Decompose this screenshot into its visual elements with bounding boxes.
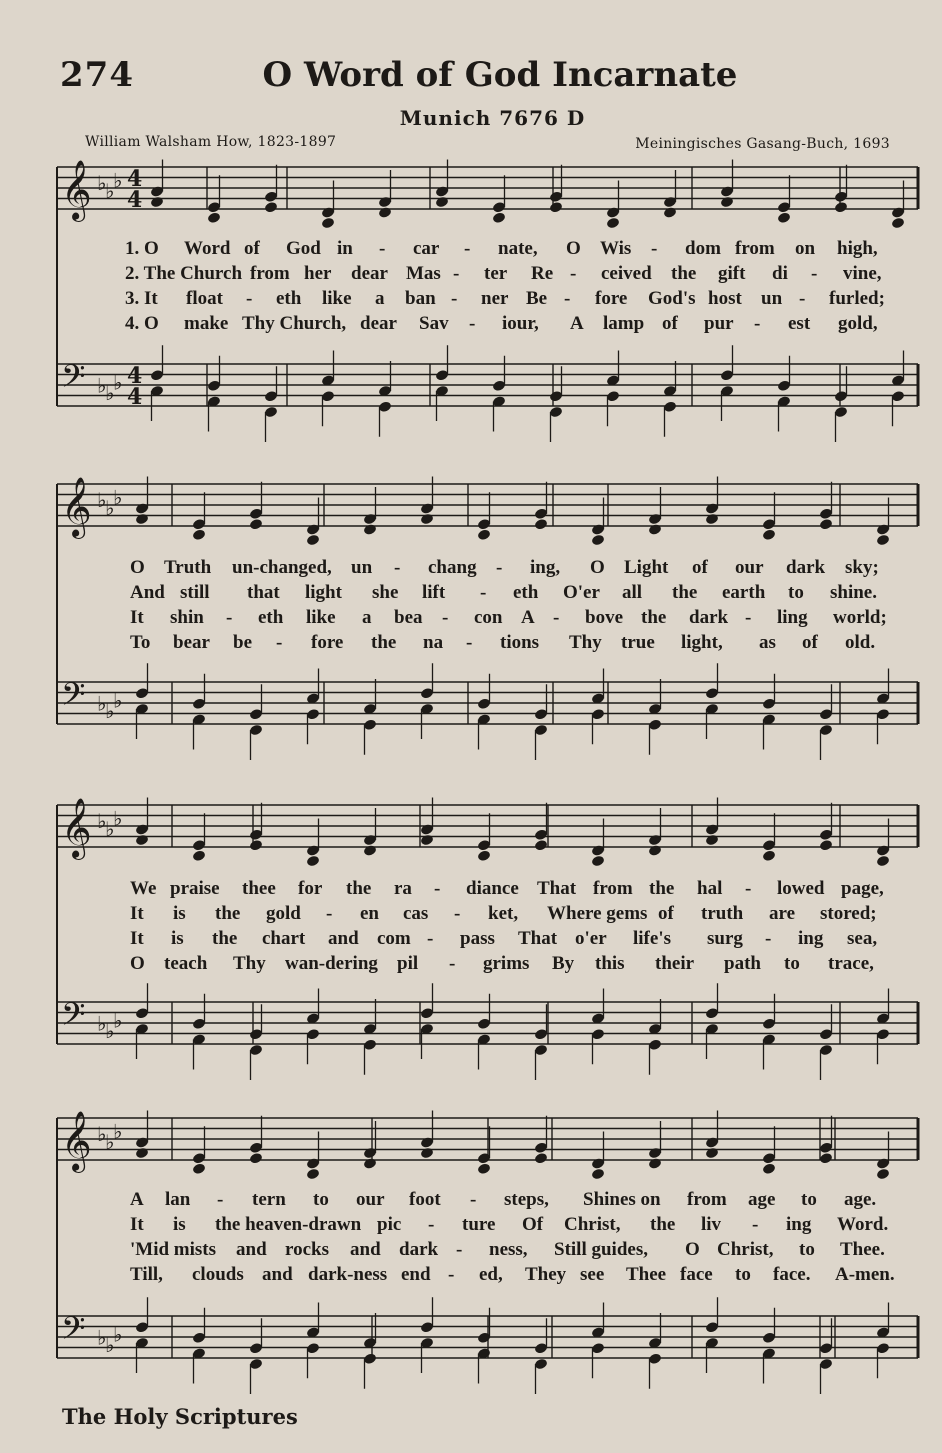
lyric-syllable: the [346, 878, 372, 899]
lyric-syllable: dear [360, 313, 397, 334]
lyric-syllable: Be [526, 288, 548, 309]
lyric-syllable: And [130, 582, 165, 603]
lyric-syllable: - [427, 928, 434, 949]
lyric-syllable: - [651, 238, 658, 259]
lyric-syllable: the [371, 632, 397, 653]
lyric-syllable: from [735, 238, 775, 259]
svg-text:4: 4 [127, 363, 143, 389]
lyric-syllable: o'er [575, 928, 607, 949]
lyric-syllable: lamp [603, 313, 645, 334]
lyric-syllable: bove [585, 607, 623, 628]
lyric-syllable: Still guides, [554, 1239, 648, 1260]
lyric-syllable: dark [689, 607, 729, 628]
lyric-syllable: - [434, 878, 441, 899]
lyric-syllable: and [236, 1239, 267, 1260]
lyric-syllable: to [735, 1264, 751, 1285]
lyric-syllable: wan-dering [285, 953, 378, 974]
lyric-syllable: furled; [829, 288, 885, 309]
lyric-syllable: grims [483, 953, 530, 974]
lyric-syllable: - [276, 632, 283, 653]
lyric-syllable: true [621, 632, 655, 653]
treble-staff [57, 1111, 918, 1173]
section-footer: The Holy Scriptures [62, 1404, 298, 1429]
lyric-syllable: - [466, 632, 473, 653]
lyric-syllable: our [356, 1189, 385, 1210]
svg-text:♭: ♭ [113, 1008, 123, 1033]
lyric-syllable: shine. [830, 582, 877, 603]
lyric-syllable: God's [648, 288, 696, 309]
lyric-syllable: - [553, 607, 560, 628]
lyric-syllable: as [759, 632, 776, 653]
lyric-syllable: a [362, 607, 372, 628]
lyric-syllable: ed, [479, 1264, 503, 1285]
lyric-syllable: shin [170, 607, 204, 628]
lyric-syllable: surg [707, 928, 743, 949]
lyric-syllable: the [649, 878, 675, 899]
lyric-syllable: the heaven-drawn [215, 1214, 362, 1235]
lyric-syllable: diance [466, 878, 519, 899]
lyric-syllable: nate, [498, 238, 538, 259]
lyric-syllable: - [226, 607, 233, 628]
lyric-syllable: that [247, 582, 280, 603]
lyric-syllable: That [518, 928, 558, 949]
lyric-syllable: the [212, 928, 238, 949]
lyric-syllable: dom [685, 238, 721, 259]
lyric-syllable: of [662, 313, 678, 334]
svg-text:♭: ♭ [113, 168, 123, 193]
lyric-syllable: the [650, 1214, 676, 1235]
lyric-syllable: from [250, 263, 290, 284]
lyric-syllable: un [761, 288, 783, 309]
lyric-syllable: to [788, 582, 804, 603]
lyric-syllable: - [454, 903, 461, 924]
lyric-line [0, 1264, 942, 1289]
svg-text:♭: ♭ [105, 178, 115, 203]
svg-text:4: 4 [127, 187, 143, 213]
lyric-syllable: all [622, 582, 643, 603]
lyric-syllable: O'er [563, 582, 600, 603]
svg-text:♭: ♭ [105, 1333, 115, 1358]
lyric-syllable: a [375, 288, 385, 309]
lyric-syllable: of [692, 557, 708, 578]
lyric-syllable: ket, [488, 903, 519, 924]
lyric-syllable: stored; [820, 903, 877, 924]
svg-text:♭: ♭ [97, 1011, 107, 1036]
lyric-syllable: steps, [504, 1189, 549, 1210]
svg-text:♭: ♭ [97, 488, 107, 513]
lyric-syllable: gift [718, 263, 746, 284]
lyric-syllable: pil [397, 953, 419, 974]
lyric-syllable: light [305, 582, 342, 603]
svg-text:♭: ♭ [113, 485, 123, 510]
lyric-syllable: est [788, 313, 811, 334]
lyric-syllable: - [451, 288, 458, 309]
svg-text:♭: ♭ [97, 691, 107, 716]
lyric-syllable: the [671, 263, 697, 284]
lyric-syllable: Thy [569, 632, 602, 653]
lyric-syllable: en [360, 903, 379, 924]
lyric-syllable: ceived [601, 263, 652, 284]
lyric-syllable: It [130, 903, 144, 924]
lyric-syllable: thee [242, 878, 276, 899]
lyric-syllable: chang [428, 557, 477, 578]
lyric-syllable: Wis [600, 238, 632, 259]
lyric-syllable: tions [500, 632, 540, 653]
lyric-syllable: lan [165, 1189, 191, 1210]
lyric-syllable: end [401, 1264, 431, 1285]
lyric-syllable: float [186, 288, 223, 309]
lyric-syllable: she [372, 582, 399, 603]
svg-text:♭: ♭ [105, 699, 115, 724]
lyric-syllable: ture [462, 1214, 496, 1235]
lyric-syllable: age [748, 1189, 776, 1210]
lyric-syllable: teach [164, 953, 208, 974]
lyric-syllable: - [765, 928, 772, 949]
lyric-syllable: ness, [489, 1239, 528, 1260]
lyric-syllable: lift [422, 582, 446, 603]
svg-text:♭: ♭ [113, 806, 123, 831]
lyric-syllable: page, [841, 878, 884, 899]
lyric-syllable: ing [786, 1214, 812, 1235]
lyric-syllable: world; [833, 607, 887, 628]
lyric-syllable: It [130, 1214, 144, 1235]
lyric-syllable: path [724, 953, 761, 974]
author-credit: William Walsham How, 1823-1897 [85, 134, 337, 150]
lyric-syllable: to [313, 1189, 329, 1210]
lyric-syllable: Sav [419, 313, 449, 334]
hymn-title: O Word of God Incarnate [262, 55, 738, 95]
lyric-syllable: ter [484, 263, 508, 284]
lyric-syllable: O [130, 953, 145, 974]
svg-text:𝄢: 𝄢 [61, 358, 86, 402]
lyric-syllable: - [217, 1189, 224, 1210]
lyric-syllable: is [173, 903, 186, 924]
lyric-syllable: her [304, 263, 332, 284]
lyric-syllable: host [708, 288, 742, 309]
svg-text:♭: ♭ [97, 1122, 107, 1147]
lyric-syllable: God [286, 238, 321, 259]
lyric-syllable: this [595, 953, 625, 974]
lyric-syllable: Mas [406, 263, 441, 284]
lyric-syllable: O [590, 557, 605, 578]
lyric-syllable: gold, [838, 313, 878, 334]
lyric-syllable: Christ, [564, 1214, 621, 1235]
lyric-syllable: of [658, 903, 674, 924]
lyric-syllable: Light [624, 557, 669, 578]
lyric-syllable: eth [513, 582, 539, 603]
lyric-syllable: com [377, 928, 411, 949]
lyric-syllable: That [537, 878, 577, 899]
svg-text:𝄞: 𝄞 [61, 1111, 92, 1171]
lyric-syllable: Where gems [547, 903, 648, 924]
lyric-syllable: - [752, 1214, 759, 1235]
lyric-syllable: - [442, 607, 449, 628]
lyric-syllable: By [552, 953, 575, 974]
lyric-syllable: ing, [530, 557, 561, 578]
lyric-syllable: like [322, 288, 352, 309]
svg-text:♭: ♭ [105, 816, 115, 841]
lyric-syllable: Christ, [717, 1239, 774, 1260]
svg-text:𝄢: 𝄢 [61, 1310, 86, 1354]
lyric-syllable: Thee [626, 1264, 667, 1285]
lyric-syllable: A [521, 607, 535, 628]
lyric-syllable: - [754, 313, 761, 334]
lyric-syllable: pic [377, 1214, 402, 1235]
lyric-syllable: to [801, 1189, 817, 1210]
svg-text:𝄞: 𝄞 [61, 160, 92, 220]
lyric-syllable: the [641, 607, 667, 628]
svg-text:♭: ♭ [97, 171, 107, 196]
lyric-syllable: na [423, 632, 444, 653]
lyric-syllable: like [306, 607, 336, 628]
lyric-syllable: 'Mid mists [130, 1239, 217, 1260]
lyric-syllable: Word [184, 238, 231, 259]
lyric-syllable: - [464, 238, 471, 259]
music-source-credit: Meiningisches Gasang-Buch, 1693 [635, 136, 890, 152]
svg-text:♭: ♭ [113, 370, 123, 395]
lyric-syllable: - [469, 313, 476, 334]
lyric-syllable: - [246, 288, 253, 309]
lyric-syllable: Thee. [840, 1239, 885, 1260]
lyric-syllable: Truth [164, 557, 212, 578]
lyric-syllable: Re [531, 263, 554, 284]
lyric-syllable: We [130, 878, 157, 899]
lyric-syllable: A-men. [835, 1264, 895, 1285]
lyric-syllable: ling [777, 607, 808, 628]
lyric-syllable: and [262, 1264, 293, 1285]
lyric-syllable: and [328, 928, 359, 949]
lyric-syllable: dear [351, 263, 388, 284]
lyric-syllable: - [745, 607, 752, 628]
lyric-syllable: - [379, 238, 386, 259]
svg-text:𝄢: 𝄢 [61, 996, 86, 1040]
lyric-syllable: - [453, 263, 460, 284]
lyric-syllable: to [784, 953, 800, 974]
lyric-syllable: dark [399, 1239, 439, 1260]
lyric-syllable: earth [722, 582, 766, 603]
lyric-syllable: It [130, 928, 144, 949]
lyric-syllable: to [799, 1239, 815, 1260]
lyric-syllable: To [130, 632, 151, 653]
hymn-number: 274 [60, 55, 134, 95]
tune-name: Munich 7676 D [399, 106, 586, 130]
bass-staff [57, 1310, 918, 1358]
lyric-syllable: ban [405, 288, 436, 309]
lyric-syllable: see [580, 1264, 605, 1285]
svg-text:♭: ♭ [105, 1129, 115, 1154]
lyric-syllable: con [474, 607, 503, 628]
lyric-syllable: - [570, 263, 577, 284]
lyric-syllable: bear [173, 632, 210, 653]
lyric-syllable: age. [844, 1189, 877, 1210]
lyric-syllable: O [130, 557, 145, 578]
lyric-syllable: from [593, 878, 633, 899]
lyric-syllable: un [351, 557, 373, 578]
lyric-syllable: - [394, 557, 401, 578]
lyric-syllable: bea [394, 607, 423, 628]
lyric-syllable: light, [681, 632, 723, 653]
lyric-syllable: tern [252, 1189, 286, 1210]
lyric-syllable: sky; [845, 557, 879, 578]
lyric-syllable: on [795, 238, 816, 259]
lyric-syllable: chart [262, 928, 306, 949]
lyric-syllable: liv [701, 1214, 722, 1235]
lyric-syllable: - [564, 288, 571, 309]
svg-text:𝄢: 𝄢 [61, 676, 86, 720]
lyric-syllable: ra [394, 878, 412, 899]
lyric-syllable: A [130, 1189, 144, 1210]
lyric-syllable: the [672, 582, 698, 603]
lyric-syllable: ing [798, 928, 824, 949]
lyric-syllable: trace, [828, 953, 874, 974]
lyric-syllable: Of [522, 1214, 544, 1235]
svg-text:♭: ♭ [113, 1322, 123, 1347]
lyric-syllable: - [448, 1264, 455, 1285]
lyric-syllable: - [470, 1189, 477, 1210]
lyric-syllable: vine, [843, 263, 882, 284]
lyric-syllable: Shines on [583, 1189, 661, 1210]
lyric-syllable: - [745, 878, 752, 899]
lyric-syllable: 1. O [125, 238, 159, 259]
lyric-syllable: in [337, 238, 353, 259]
lyric-syllable: of [802, 632, 818, 653]
svg-text:♭: ♭ [105, 495, 115, 520]
lyric-syllable: be [233, 632, 252, 653]
lyric-syllable: di [772, 263, 788, 284]
svg-text:♭: ♭ [113, 1119, 123, 1144]
lyric-syllable: - [480, 582, 487, 603]
lyric-syllable: face. [773, 1264, 811, 1285]
lyric-syllable: cas [403, 903, 429, 924]
svg-text:♭: ♭ [97, 809, 107, 834]
lyric-syllable: 2. The Church [125, 263, 243, 284]
lyric-syllable: - [496, 557, 503, 578]
lyric-syllable: Thy [233, 953, 266, 974]
lyric-syllable: for [298, 878, 323, 899]
lyric-syllable: A [570, 313, 584, 334]
lyric-syllable: It [130, 607, 144, 628]
lyric-syllable: gold [266, 903, 301, 924]
lyric-syllable: - [449, 953, 456, 974]
lyric-line [0, 1239, 942, 1264]
lyric-syllable: life's [633, 928, 671, 949]
svg-text:𝄞: 𝄞 [61, 798, 92, 858]
lyric-syllable: hal [697, 878, 723, 899]
lyric-syllable: - [428, 1214, 435, 1235]
lyric-syllable: - [326, 903, 333, 924]
lyric-syllable: from [687, 1189, 727, 1210]
lyric-syllable: foot [409, 1189, 441, 1210]
lyric-syllable: praise [170, 878, 220, 899]
lyric-syllable: un-changed, [232, 557, 332, 578]
lyric-syllable: high, [837, 238, 878, 259]
svg-text:♭: ♭ [105, 1019, 115, 1044]
lyric-syllable: pur [704, 313, 734, 334]
lyric-syllable: car [413, 238, 440, 259]
svg-text:♭: ♭ [97, 373, 107, 398]
lyric-syllable: make [184, 313, 229, 334]
lyric-syllable: Word. [837, 1214, 889, 1235]
lyric-syllable: and [350, 1239, 381, 1260]
lyric-syllable: iour, [502, 313, 539, 334]
lyric-syllable: are [769, 903, 796, 924]
lyric-syllable: eth [276, 288, 302, 309]
svg-text:♭: ♭ [113, 688, 123, 713]
lyric-syllable: old. [845, 632, 876, 653]
svg-text:4: 4 [127, 384, 143, 410]
lyric-syllable: our [735, 557, 764, 578]
lyric-syllable: lowed [777, 878, 825, 899]
lyric-syllable: pass [460, 928, 495, 949]
lyric-line [0, 1214, 942, 1239]
lyric-syllable: O [566, 238, 581, 259]
lyric-syllable: the [215, 903, 241, 924]
lyric-syllable: is [171, 928, 184, 949]
lyric-syllable: eth [258, 607, 284, 628]
lyric-syllable: They [525, 1264, 567, 1285]
lyric-syllable: of [244, 238, 260, 259]
lyric-syllable: Thy Church, [242, 313, 347, 334]
lyric-syllable: ner [481, 288, 509, 309]
lyric-line [0, 1189, 942, 1214]
svg-text:♭: ♭ [105, 381, 115, 406]
lyric-syllable: dark [786, 557, 826, 578]
lyric-syllable: - [811, 263, 818, 284]
lyric-syllable: truth [701, 903, 744, 924]
lyric-syllable: dark-ness [308, 1264, 388, 1285]
lyric-syllable: Till, [130, 1264, 163, 1285]
svg-text:4: 4 [127, 166, 143, 192]
svg-text:𝄞: 𝄞 [61, 477, 92, 537]
lyric-syllable: still [180, 582, 210, 603]
lyric-syllable: - [456, 1239, 463, 1260]
lyric-syllable: their [655, 953, 695, 974]
lyric-syllable: fore [311, 632, 344, 653]
lyric-syllable: - [799, 288, 806, 309]
lyric-syllable: O [685, 1239, 700, 1260]
lyric-syllable: clouds [192, 1264, 244, 1285]
lyric-syllable: face [680, 1264, 713, 1285]
lyric-syllable: fore [595, 288, 628, 309]
lyric-syllable: 4. O [125, 313, 159, 334]
svg-text:♭: ♭ [97, 1325, 107, 1350]
lyric-syllable: 3. It [125, 288, 158, 309]
lyric-syllable: rocks [285, 1239, 329, 1260]
lyric-syllable: is [173, 1214, 186, 1235]
lyric-syllable: sea, [847, 928, 878, 949]
